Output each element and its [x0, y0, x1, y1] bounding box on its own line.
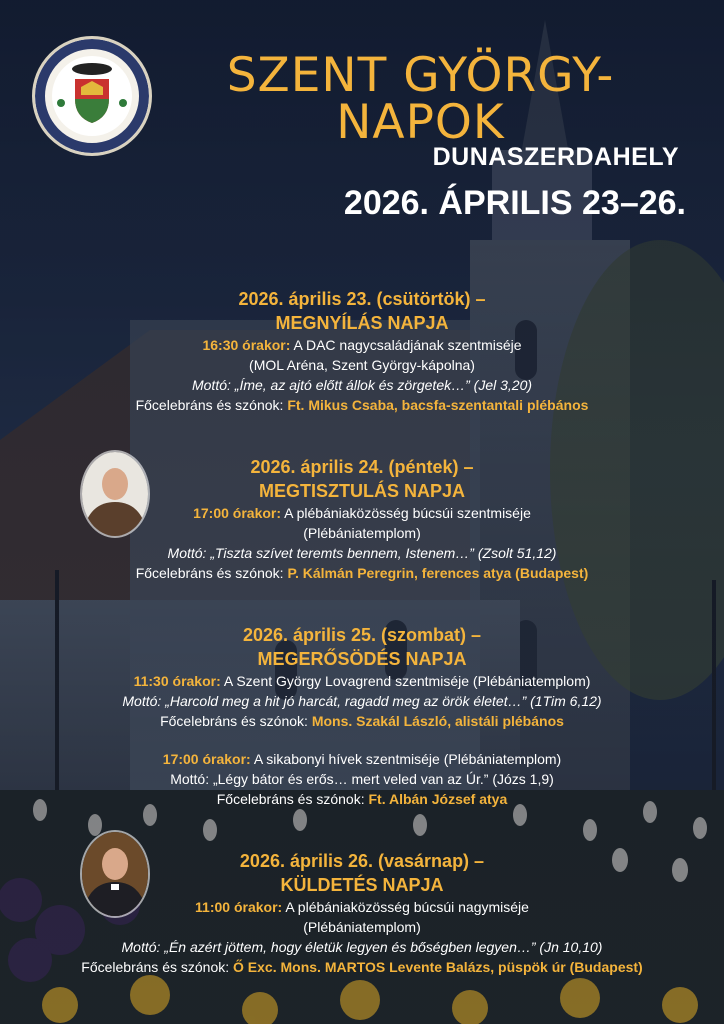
event-line: [0, 503, 724, 523]
event-celebrant: [0, 711, 724, 731]
motto-label: Mottó:: [122, 693, 162, 709]
motto-text: „Íme, az ajtó előtt állok és zörgetek…” (Jel 3,20): [230, 377, 533, 393]
celebrant-name: Ő Exc. Mons. MARTOS Levente Balázs, püspök úr (Budapest): [233, 959, 643, 975]
event-time: 17:00 órakor:: [193, 505, 282, 521]
motto-label: Mottó:: [121, 939, 161, 955]
celebrant-label: Főcelebráns és szónok:: [160, 713, 312, 729]
event-date-range: 2026. ÁPRILIS 23–26.: [343, 184, 686, 222]
event-celebrant: [0, 395, 724, 415]
day-name: MEGNYÍLÁS NAPJA: [275, 313, 449, 333]
event-motto: [0, 691, 724, 711]
motto-label: Mottó:: [170, 771, 210, 787]
motto-text: „Harcold meg a hit jó harcát, ragadd meg az örök életet…” (1Tim 6,12): [161, 693, 602, 709]
event-description: A plébániaközösség búcsúi szentmiséje: [281, 505, 531, 521]
event-line: [0, 671, 724, 691]
celebrant-label: Főcelebráns és szónok:: [135, 397, 288, 413]
celebrant-label: Főcelebráns és szónok:: [216, 791, 369, 807]
day-3-section: [0, 623, 724, 809]
event-place: (Plébániatemplom): [303, 525, 421, 541]
day-date: 2026. április 23. (csütörtök) –: [238, 289, 486, 309]
day-date: 2026. április 24. (péntek) –: [250, 457, 474, 477]
event-description: A plébániaközösség búcsúi nagymiséje: [282, 899, 529, 915]
celebrant-name: Ft. Mikus Csaba, bacsfa-szentantali plébános: [287, 397, 589, 413]
event-time: 17:00 órakor:: [162, 751, 251, 767]
event-motto: [0, 543, 724, 563]
day-1-section: [0, 287, 724, 415]
event-celebrant: [0, 789, 724, 809]
celebrant-label: Főcelebráns és szónok:: [135, 565, 288, 581]
event-time: 11:00 órakor:: [195, 899, 283, 915]
day-4-section: [0, 849, 724, 977]
event-time: 11:30 órakor:: [133, 673, 221, 689]
event-line: [0, 897, 724, 917]
motto-label: Mottó:: [191, 377, 231, 393]
day-name: MEGTISZTULÁS NAPJA: [258, 481, 465, 501]
event-motto: [0, 375, 724, 395]
celebrant-name: P. Kálmán Peregrin, ferences atya (Budapest): [287, 565, 589, 581]
parish-coat-of-arms-icon: [32, 36, 152, 156]
day-2-section: [0, 455, 724, 583]
event-motto: [0, 769, 724, 789]
day-date: 2026. április 25. (szombat) –: [242, 625, 482, 645]
motto-text: „Tiszta szívet teremts bennem, Istenem…” (Zsolt 51,12): [206, 545, 557, 561]
event-time: 16:30 órakor:: [202, 337, 291, 353]
event-place: (MOL Aréna, Szent György-kápolna): [249, 357, 475, 373]
event-description: A DAC nagycsaládjának szentmiséje: [290, 337, 522, 353]
event-place: (Plébániatemplom): [303, 919, 421, 935]
day-name: MEGERŐSÖDÉS NAPJA: [257, 649, 467, 669]
event-description: A Szent György Lovagrend szentmiséje (Plébániatemplom): [220, 673, 591, 689]
day-date: 2026. április 26. (vasárnap) –: [239, 851, 485, 871]
event-title: SZENT GYÖRGY-NAPOK: [226, 48, 615, 150]
event-celebrant: [0, 563, 724, 583]
celebrant-name: Ft. Albán József atya: [368, 791, 508, 807]
event-line: [0, 749, 724, 769]
motto-text: „Én azért jöttem, hogy életük legyen és bőségben legyen…” (Jn 10,10): [160, 939, 603, 955]
celebrant-label: Főcelebráns és szónok:: [81, 959, 234, 975]
motto-text: „Légy bátor és erős… mert veled van az Úr.” (Józs 1,9): [209, 771, 554, 787]
day-name: KÜLDETÉS NAPJA: [280, 875, 444, 895]
celebrant-name: Mons. Szakál László, alistáli plébános: [311, 713, 564, 729]
event-motto: [0, 937, 724, 957]
city-name: DUNASZERDAHELY: [432, 143, 679, 171]
motto-label: Mottó:: [167, 545, 207, 561]
event-line: [0, 335, 724, 355]
event-description: A sikabonyi hívek szentmiséje (Plébániatemplom): [250, 751, 562, 767]
event-celebrant: [0, 957, 724, 977]
